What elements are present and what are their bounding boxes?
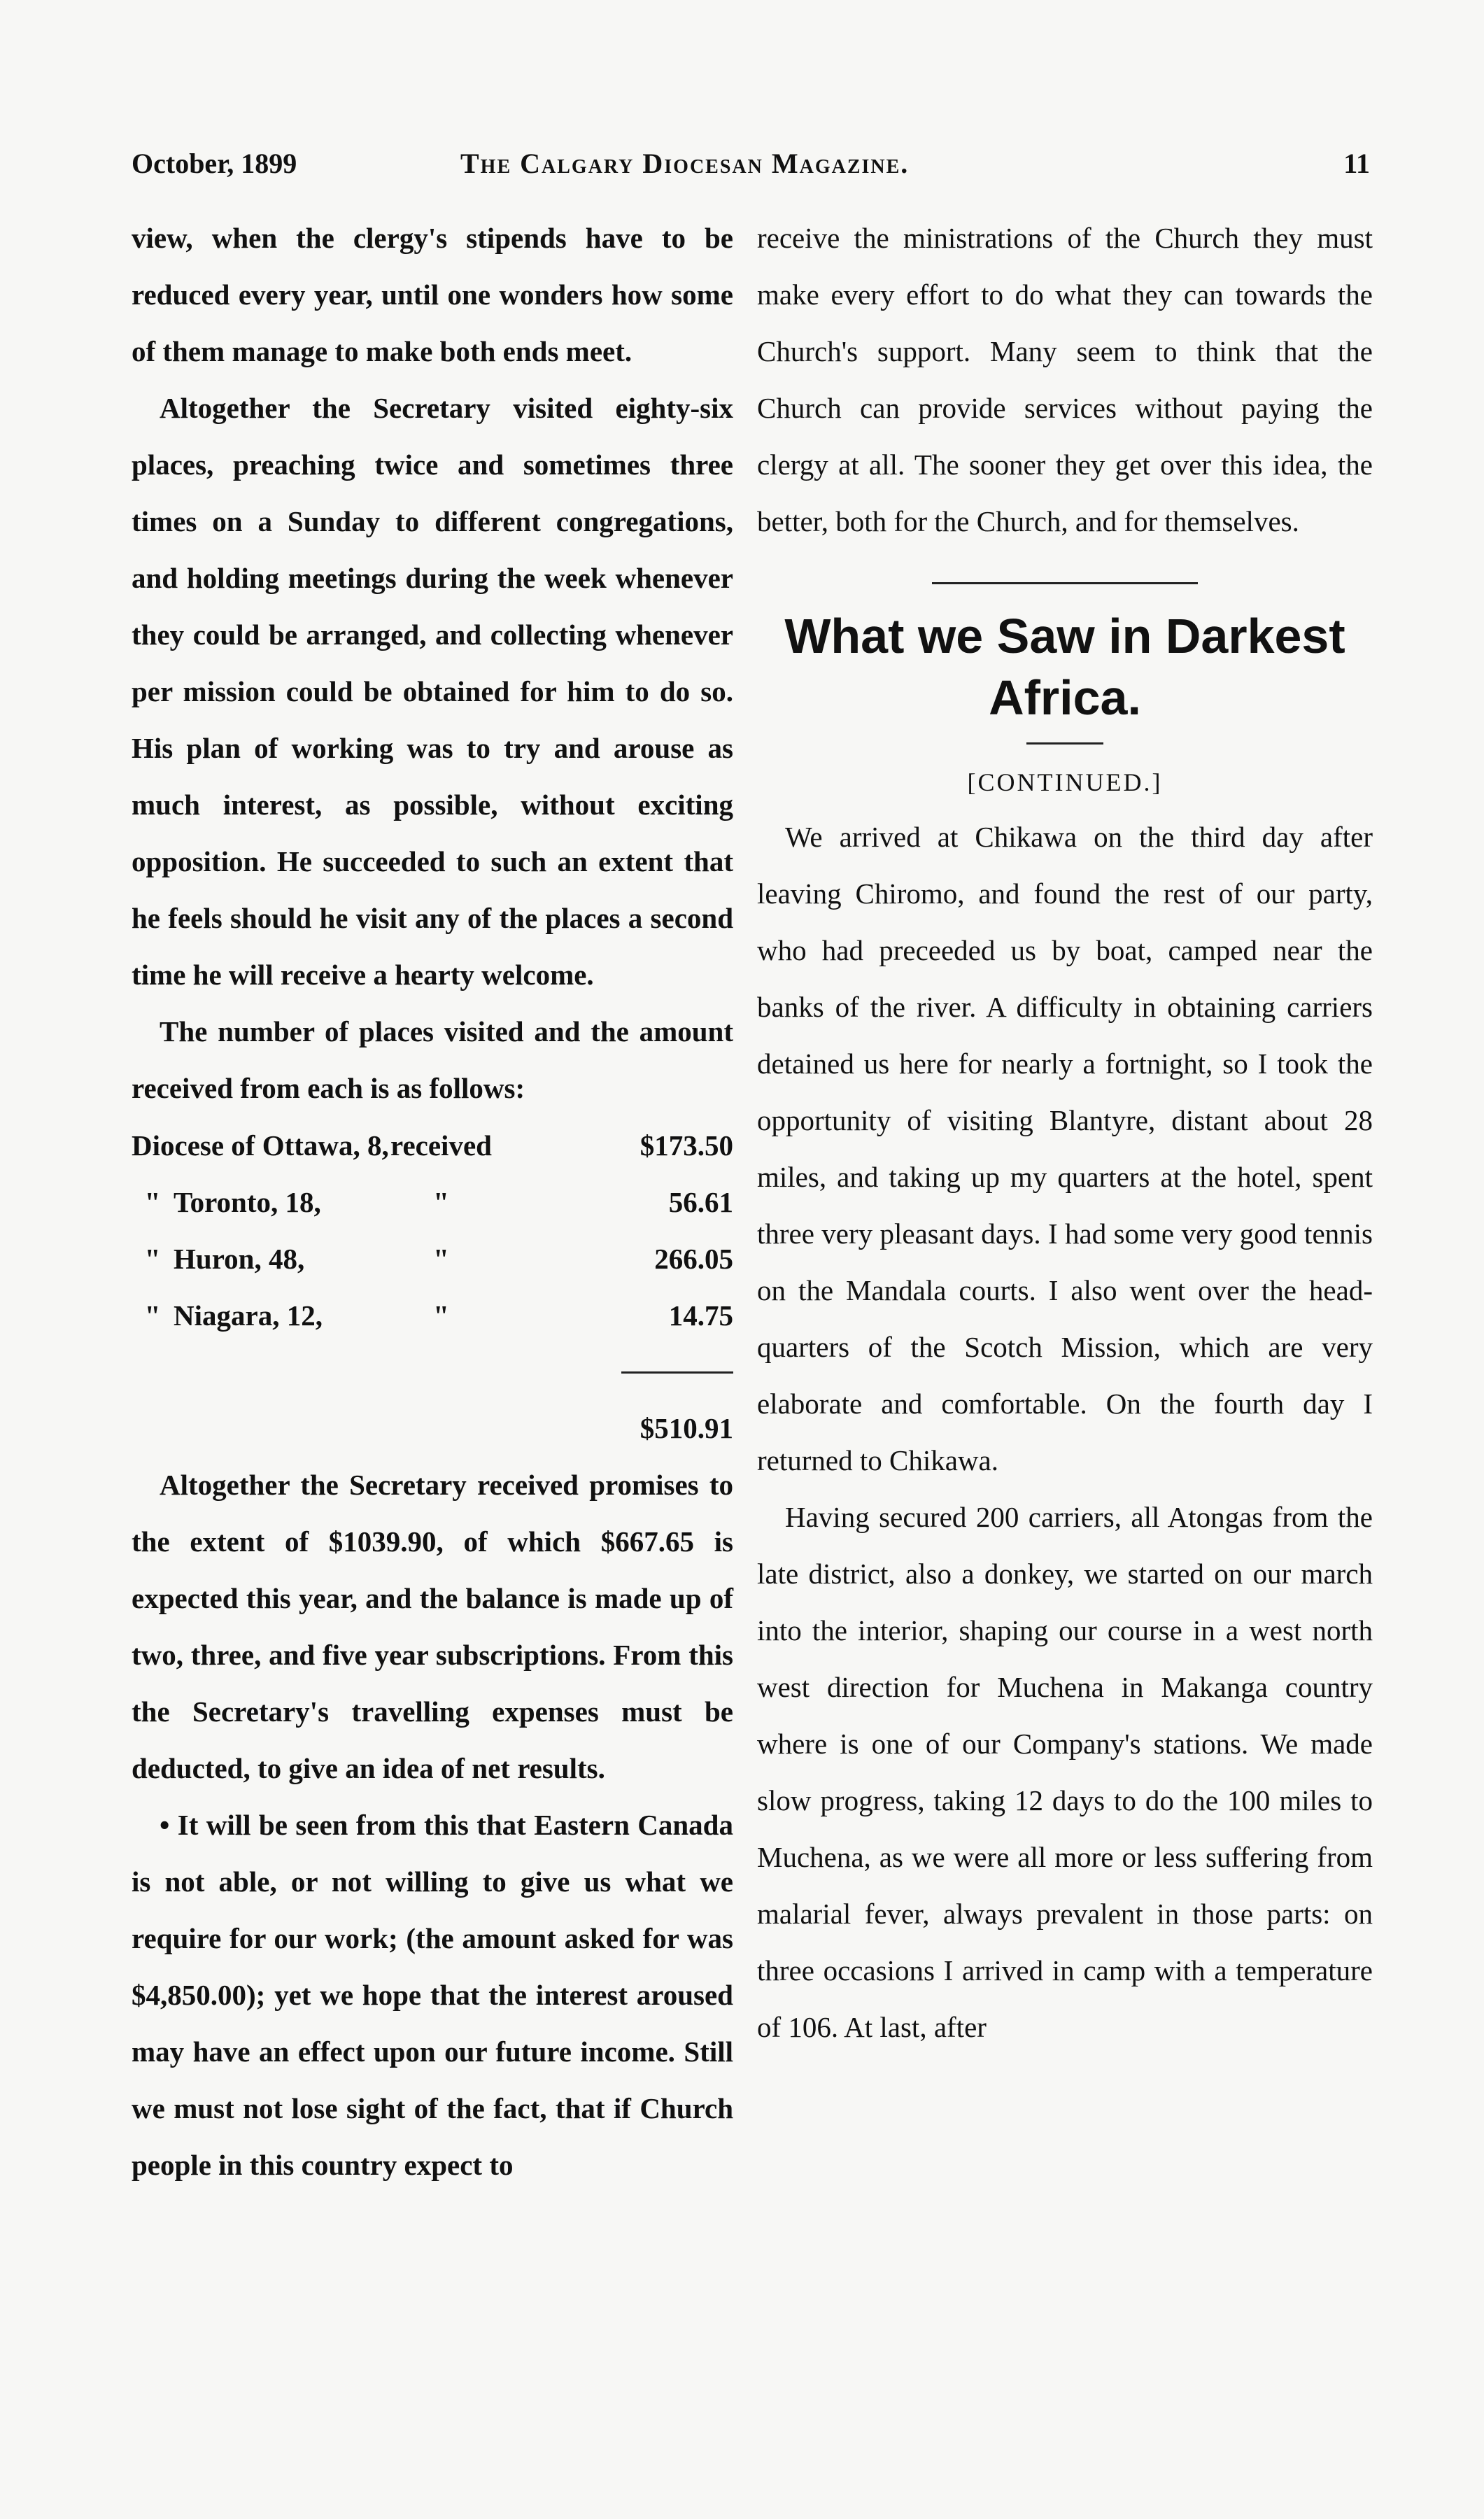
running-head bbox=[132, 147, 1370, 189]
paragraph-clergy-stipends: view, when the clergy's stipends have to be reduced every year, until one wonders how some of them manage to make both ends meet. bbox=[132, 222, 733, 367]
receipt-prefix: Diocese of bbox=[132, 1129, 255, 1162]
receipt-diocese: Toronto, 18, bbox=[174, 1185, 321, 1218]
receipt-amount: 56.61 bbox=[668, 1185, 733, 1218]
paragraph-secretary-visits: Altogether the Secretary visited eighty-six places, preaching twice and sometimes three times on a Sunday to different congregations, and holding meetings during the week whenever they could be arranged, and collecting whenever per mission could be obtained for him to do so. His plan of working was to try and arouse as much interest, as possible, without exciting opposition. He succeeded to such an extent that he feels should he visit any of the places a second time he will receive a hearty welcome. bbox=[132, 392, 733, 991]
receipt-mark: " bbox=[433, 1185, 449, 1218]
paragraph-march-interior: Having secured 200 carriers, all Atongas from the late district, also a donkey, we started on our march into the interior, shaping our course in a west north west direction for Muchena in Makanga country where is one of our Company's stations. We made slow progress, taking 12 days to do the 100 miles to Muchena, as we were all more or less suffering from malarial fever, always prevalent in those parts: on three occasions I arrived in camp with a temperature of 106. At last, after bbox=[757, 1501, 1373, 2043]
article-title: What we Saw in Darkest Africa. bbox=[784, 609, 1345, 725]
title-divider bbox=[1026, 742, 1103, 745]
paragraph-chikawa: We arrived at Chikawa on the third day after leaving Chiromo, and found the rest of our party, who had preceeded us by boat, camped near the banks of the river. A difficulty in obtaining carriers detained us here for nearly a fortnight, so I took the opportunity of visiting Blantyre, distant about 28 miles, and taking up my quarters at the hotel, spent three very pleasant days. I had some very good tennis on the Mandala courts. I also went over the head-quarters of the Scotch Mission, which are very elaborate and comfortable. On the fourth day I returned to Chikawa. bbox=[757, 821, 1373, 1476]
section-divider bbox=[932, 582, 1198, 584]
receipts-total: $510.91 bbox=[639, 1412, 733, 1444]
paragraph-places-visited: The number of places visited and the amount received from each is as follows: bbox=[132, 1015, 733, 1104]
receipt-amount: $173.50 bbox=[639, 1129, 733, 1162]
paragraph-church-support: receive the ministrations of the Church they must make every effort to do what they can towards the Church's support. Many seem to think that the Church can provide services without paying the clergy at all. The sooner they get over this idea, the better, both for the Church, and for themselves. bbox=[757, 222, 1373, 537]
receipt-row bbox=[132, 1173, 733, 1230]
receipt-row bbox=[132, 1230, 733, 1287]
issue-date: October, 1899 bbox=[132, 148, 297, 179]
magazine-title: The Calgary Diocesan Magazine. bbox=[460, 148, 910, 179]
receipts-table bbox=[132, 1117, 733, 1343]
sum-rule bbox=[132, 1343, 733, 1400]
page-number: 11 bbox=[1343, 148, 1370, 179]
receipt-diocese: Huron, 48, bbox=[174, 1242, 305, 1275]
left-column bbox=[132, 210, 733, 2194]
receipt-diocese: Ottawa, 8, bbox=[262, 1129, 389, 1162]
receipt-mark: " bbox=[433, 1299, 449, 1332]
right-column bbox=[757, 210, 1373, 2056]
continued-label: [CONTINUED.] bbox=[967, 768, 1163, 796]
receipt-amount: 14.75 bbox=[668, 1299, 733, 1332]
receipt-prefix: " bbox=[144, 1299, 161, 1332]
receipt-mark: " bbox=[433, 1242, 449, 1275]
paragraph-eastern-canada: • It will be seen from this that Eastern Canada is not able, or not willing to give us what we require for our work; (the amount asked for was $4,850.00); yet we hope that the interest aroused may have an effect upon our future income. Still we must not lose sight of the fact, that if Church people in this country expect to bbox=[132, 1809, 733, 2181]
paragraph-promises: Altogether the Secretary received promises to the extent of $1039.90, of which $667.65 is expected this year, and the balance is made up of two, three, and five year subscriptions. From this the Secretary's travelling expenses must be deducted, to give an idea of net results. bbox=[132, 1469, 733, 1784]
receipt-mark: received bbox=[390, 1129, 492, 1162]
receipt-row bbox=[132, 1117, 733, 1173]
receipt-row bbox=[132, 1287, 733, 1343]
receipt-amount: 266.05 bbox=[654, 1242, 733, 1275]
receipt-prefix: " bbox=[144, 1242, 161, 1275]
receipt-diocese: Niagara, 12, bbox=[174, 1299, 323, 1332]
receipt-prefix: " bbox=[144, 1185, 161, 1218]
